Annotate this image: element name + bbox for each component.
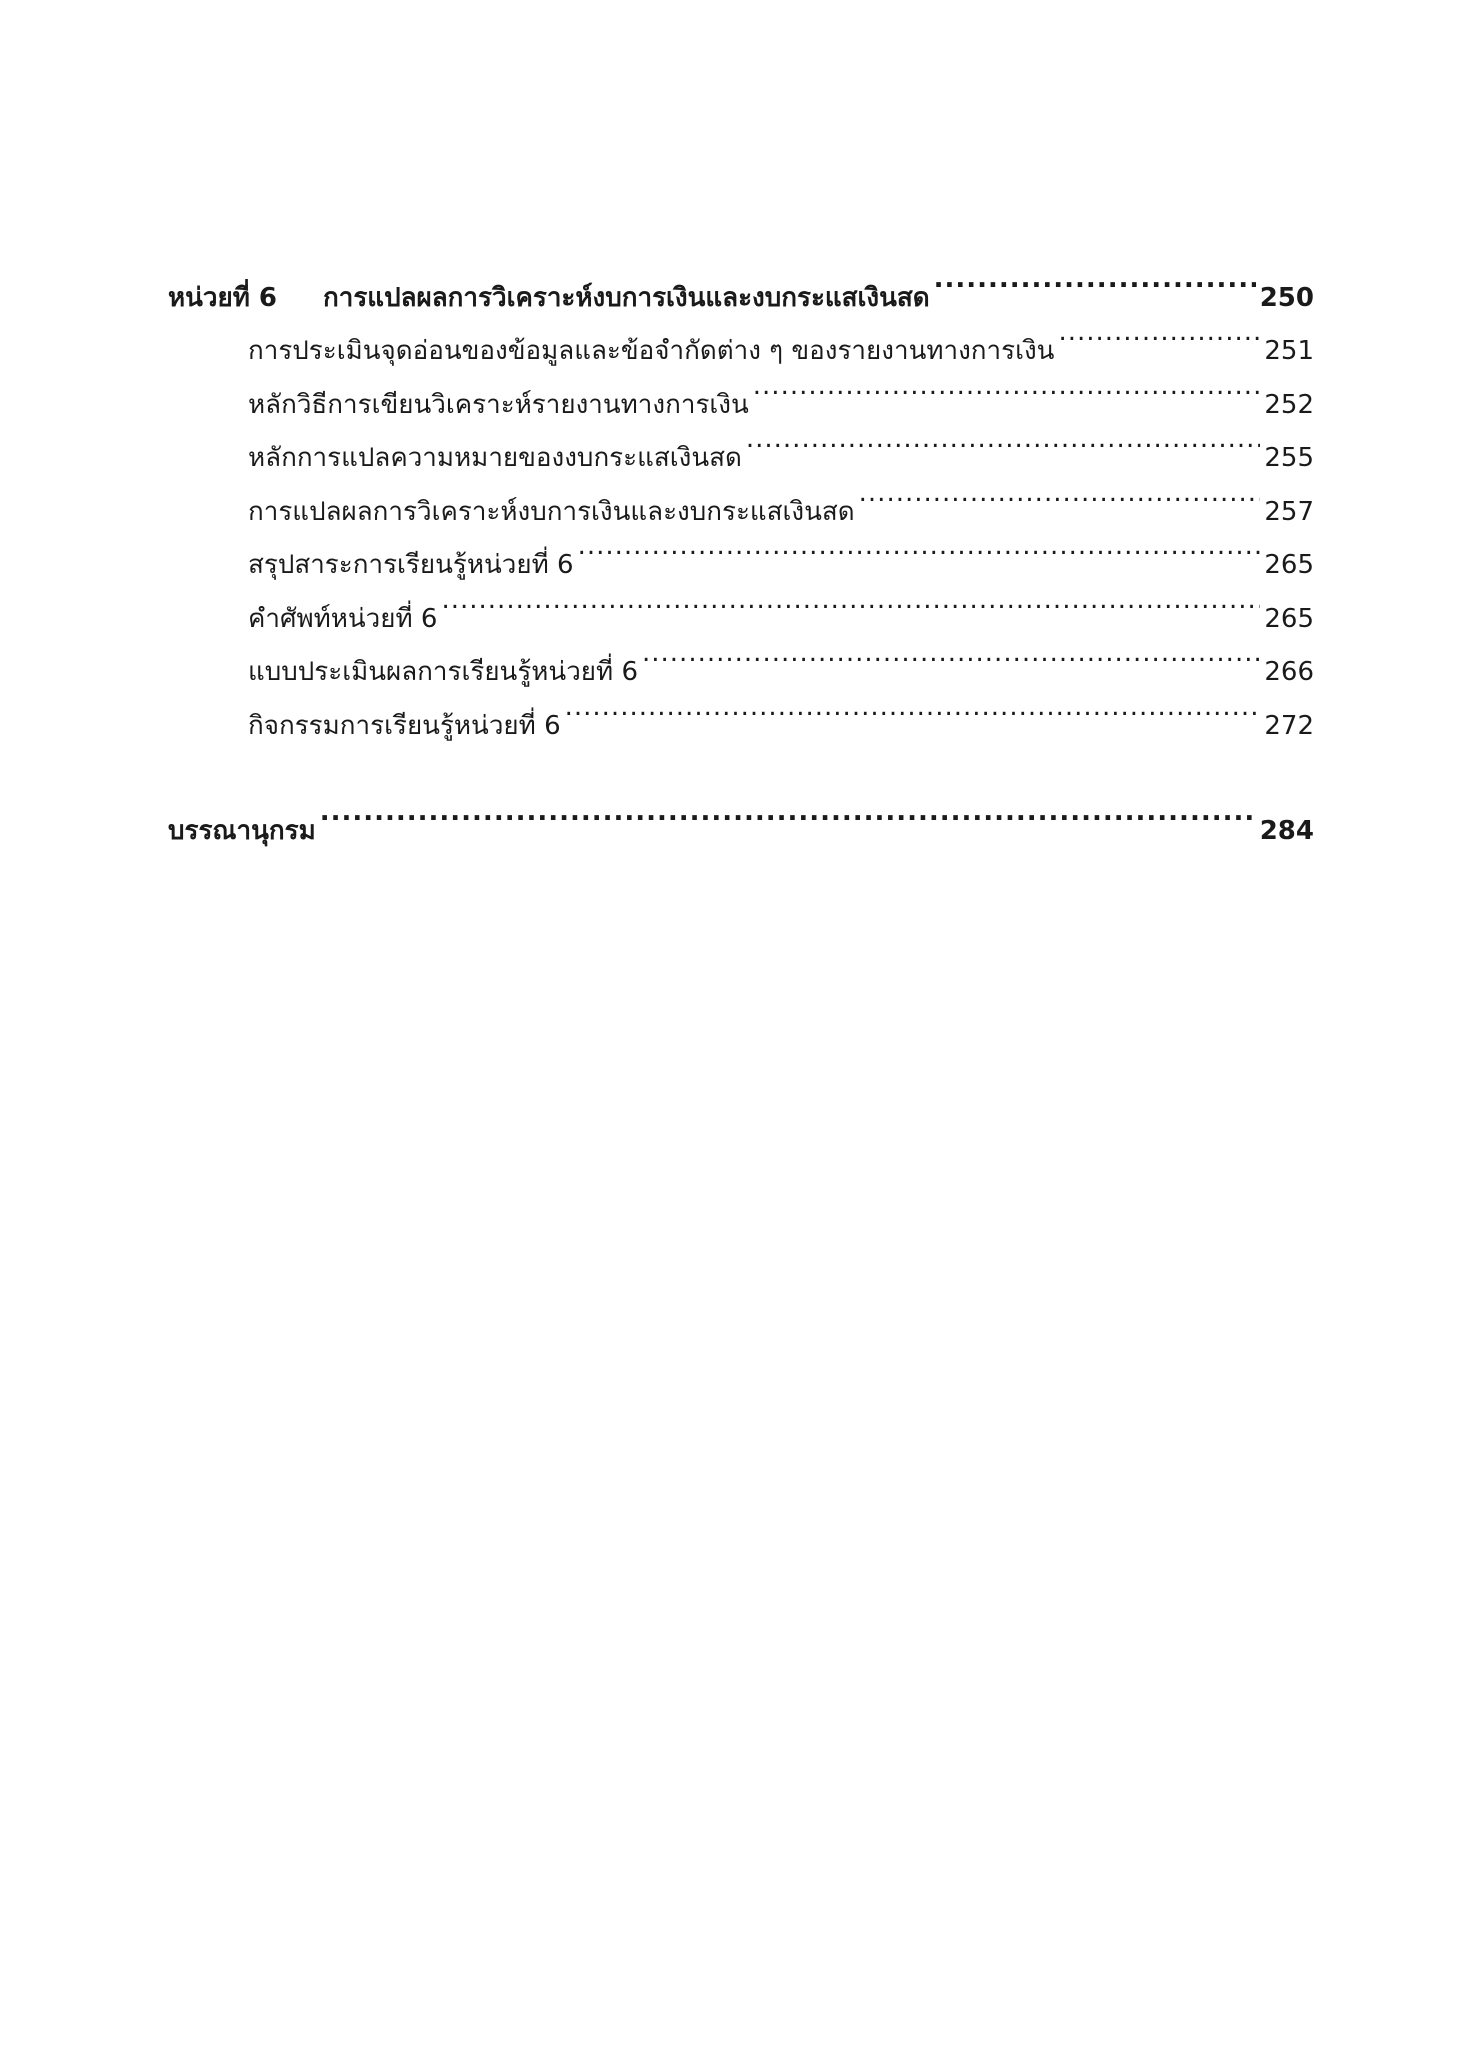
entry-title: หลักวิธีการเขียนวิเคราะห์รายงานทางการเงิน bbox=[248, 389, 749, 420]
entry-title: การประเมินจุดอ่อนของข้อมูลและข้อจำกัดต่าง ๆ ของรายงานทางการเงิน bbox=[248, 336, 1055, 366]
unit-label: หน่วยที่ 6 bbox=[168, 282, 278, 313]
entry-page-number: 265 bbox=[1264, 550, 1314, 580]
dot-leader bbox=[859, 466, 1261, 520]
entry-page-number: 266 bbox=[1264, 657, 1314, 687]
dot-leader bbox=[320, 786, 1256, 840]
toc-unit-row bbox=[168, 252, 1314, 313]
entry-page-number: 272 bbox=[1264, 710, 1314, 741]
entry-page-number: 257 bbox=[1264, 496, 1314, 527]
unit-title: การแปลผลการวิเคราะห์งบการเงินและงบกระแสเงินสด bbox=[323, 282, 930, 313]
dot-leader bbox=[746, 413, 1261, 467]
entry-page-number: 255 bbox=[1264, 443, 1314, 473]
toc-bibliography-row bbox=[168, 786, 1314, 846]
table-of-contents bbox=[168, 252, 1314, 846]
entry-title: คำศัพท์หน่วยที่ 6 bbox=[248, 603, 438, 634]
dot-leader bbox=[441, 573, 1260, 627]
dot-leader bbox=[642, 627, 1260, 681]
entry-page-number: 252 bbox=[1264, 389, 1314, 420]
unit-page-number: 250 bbox=[1259, 282, 1314, 313]
dot-leader bbox=[934, 252, 1256, 306]
entry-page-number: 265 bbox=[1264, 603, 1314, 634]
dot-leader bbox=[578, 520, 1261, 574]
dot-leader bbox=[565, 680, 1261, 734]
entry-title: การแปลผลการวิเคราะห์งบการเงินและงบกระแสเงินสด bbox=[248, 496, 855, 527]
dot-leader bbox=[1058, 306, 1260, 360]
entry-page-number: 251 bbox=[1264, 336, 1314, 366]
entry-title: กิจกรรมการเรียนรู้หน่วยที่ 6 bbox=[248, 710, 561, 741]
entry-title: สรุปสาระการเรียนรู้หน่วยที่ 6 bbox=[248, 550, 574, 580]
dot-leader bbox=[753, 359, 1261, 413]
bibliography-page-number: 284 bbox=[1259, 816, 1314, 846]
entry-title: หลักการแปลความหมายของงบกระแสเงินสด bbox=[248, 443, 742, 473]
entry-title: แบบประเมินผลการเรียนรู้หน่วยที่ 6 bbox=[248, 657, 638, 687]
bibliography-title: บรรณานุกรม bbox=[168, 816, 316, 846]
